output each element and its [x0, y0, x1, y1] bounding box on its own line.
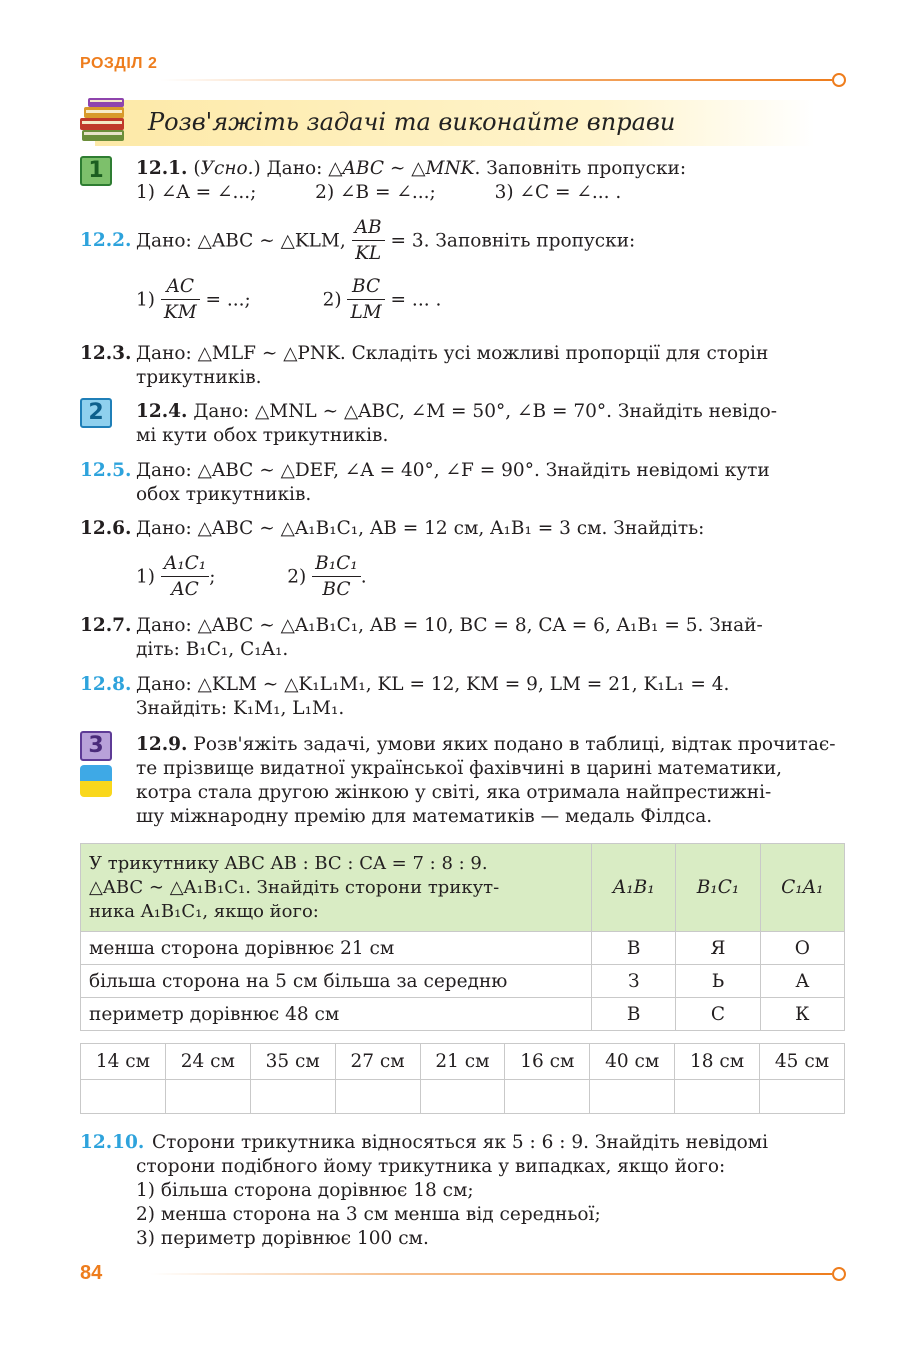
column-header: C₁A₁: [760, 844, 844, 932]
text: (: [187, 158, 201, 179]
answer-letter-slot: [675, 1080, 760, 1114]
denominator: KL: [355, 243, 382, 264]
ukraine-flag-icon: [80, 765, 112, 797]
answer-value: 35 см: [250, 1044, 335, 1080]
answer-letter-slot: [81, 1080, 166, 1114]
denominator: BC: [322, 579, 351, 600]
text: Дано: △ABC ∼ △KLM,: [136, 230, 352, 252]
text: 2): [287, 566, 313, 588]
table-cell: С: [676, 998, 760, 1031]
table-row: [81, 1044, 845, 1080]
answer-value: 45 см: [760, 1044, 845, 1080]
exercise-line: трикутників.: [136, 367, 262, 388]
exercise-number: 12.3.: [80, 343, 132, 364]
exercise-12-1: [136, 157, 686, 205]
exercise-line: Дано: △ABC ∼ △A₁B₁C₁, AB = 10, BC = 8, CA = 6, A₁B₁ = 5. Знай-: [136, 615, 763, 636]
answer-letter-slot: [420, 1080, 505, 1114]
text: Дано: △MNL ∼ △ABC, ∠M = 50°, ∠B = 70°. Знайдіть невідо-: [193, 401, 777, 422]
answer-value: 16 см: [505, 1044, 590, 1080]
text: ника A₁B₁C₁, якщо його:: [89, 900, 319, 922]
text: ) Дано: △: [253, 158, 343, 179]
answer-value: 27 см: [335, 1044, 420, 1080]
answer-value: 18 см: [675, 1044, 760, 1080]
exercise-number: 12.9.: [136, 734, 188, 755]
exercise-12-2: [136, 216, 635, 267]
section-label: РОЗДІЛ 2: [80, 55, 158, 72]
text: . Заповніть пропуски:: [474, 158, 687, 179]
text: .: [360, 566, 367, 588]
text: 2): [322, 289, 348, 311]
exercise-12-6: Дано: △ABC ∼ △A₁B₁C₁, AB = 12 см, A₁B₁ = 3 см. Знайдіть:: [136, 518, 705, 539]
text: Розв'яжіть задачі, умови яких подано в таблиці, відтак прочитає-: [193, 734, 836, 755]
table-header-condition: [81, 844, 592, 932]
table-cell: Ь: [676, 965, 760, 998]
level-2-marker: 2: [80, 398, 112, 428]
answer-value: 24 см: [165, 1044, 250, 1080]
exercise-12-6-items: [136, 552, 367, 603]
answer-letter-slot: [505, 1080, 590, 1114]
numerator: AC: [161, 275, 200, 300]
page-number: 84: [80, 1262, 103, 1284]
text: MNK: [425, 158, 475, 179]
row-label: периметр дорівнює 48 см: [81, 998, 592, 1031]
row-label: менша сторона дорівнює 21 см: [81, 932, 592, 965]
exercise-12-10: [152, 1131, 768, 1155]
answer-letter-slot: [590, 1080, 675, 1114]
exercise-number: 12.4.: [136, 401, 188, 422]
table-cell: В: [592, 998, 676, 1031]
exercise-line: Сторони трикутника відносяться як 5 : 6 : 9. Знайдіть невідомі: [152, 1132, 769, 1153]
exercise-line: 2) менша сторона на 3 см менша від середньої;: [136, 1204, 601, 1225]
exercise-line: обох трикутників.: [136, 484, 312, 505]
text: ∼ △: [384, 158, 426, 179]
exercise-line: Дано: △MLF ∼ △PNK. Складіть усі можливі пропорції для сторін: [136, 343, 769, 364]
exercise-number: 12.1.: [136, 158, 188, 179]
exercise-line: Знайдіть: K₁M₁, L₁M₁.: [136, 698, 345, 719]
table-cell: Я: [676, 932, 760, 965]
answers-table: [80, 1043, 845, 1114]
answer-letter-slot: [335, 1080, 420, 1114]
exercise-line: 3) периметр дорівнює 100 см.: [136, 1228, 429, 1249]
header-rule: [160, 79, 832, 81]
denominator: LM: [350, 302, 382, 323]
text: = 3. Заповніть пропуски:: [384, 230, 636, 252]
table-row: [81, 998, 845, 1031]
text: У трикутнику ABC AB : BC : CA = 7 : 8 : 9.: [89, 852, 488, 874]
answer-value: 40 см: [590, 1044, 675, 1080]
exercise-line: шу міжнародну премію для математиків — медаль Філдса.: [136, 806, 713, 827]
exercise-line: 1) ∠A = ∠...; 2) ∠B = ∠...; 3) ∠C = ∠... .: [136, 182, 622, 203]
table-row-empty: [81, 1080, 845, 1114]
answer-letter-slot: [250, 1080, 335, 1114]
exercise-12-4: [136, 400, 777, 448]
banner-title: Розв'яжіть задачі та виконайте вправи: [148, 108, 676, 136]
text: 1): [136, 289, 161, 311]
answer-value: 14 см: [81, 1044, 166, 1080]
numerator: BC: [347, 275, 384, 300]
exercise-12-2-items: [136, 275, 441, 326]
denominator: AC: [171, 579, 199, 600]
footer-rule: [150, 1273, 832, 1275]
text: = ... .: [384, 289, 442, 311]
exercise-line: котра стала другою жінкою у світі, яка отримала найпрестижні-: [136, 782, 772, 803]
exercise-number: 12.10.: [80, 1132, 145, 1153]
books-icon: [78, 94, 130, 146]
text: 1): [136, 566, 161, 588]
column-header: A₁B₁: [592, 844, 676, 932]
exercise-line: те прізвище видатної української фахівчині в царині математики,: [136, 758, 783, 779]
exercise-12-10-body: [136, 1155, 725, 1251]
exercise-line: діть: B₁C₁, C₁A₁.: [136, 639, 289, 660]
text: = ...;: [199, 289, 251, 311]
exercise-12-3: [136, 342, 768, 390]
table-row: [81, 932, 845, 965]
exercise-12-7: [136, 614, 763, 662]
fraction: [161, 275, 200, 326]
level-3-marker: 3: [80, 731, 112, 761]
exercise-12-8: [136, 673, 729, 721]
exercise-12-9: [136, 733, 836, 829]
exercise-line: Дано: △KLM ∼ △K₁L₁M₁, KL = 12, KM = 9, LM = 21, K₁L₁ = 4.: [136, 674, 730, 695]
answer-value: 21 см: [420, 1044, 505, 1080]
text: Усно.: [200, 158, 254, 179]
column-header: B₁C₁: [676, 844, 760, 932]
exercise-number: 12.6.: [80, 518, 132, 539]
exercise-number: 12.7.: [80, 615, 132, 636]
footer-rule-end: [832, 1267, 846, 1281]
table-cell: К: [760, 998, 844, 1031]
answer-letter-slot: [165, 1080, 250, 1114]
table-cell: В: [592, 932, 676, 965]
text: △ABC ∼ △A₁B₁C₁. Знайдіть сторони трикут-: [89, 876, 500, 898]
denominator: KM: [163, 302, 197, 323]
exercise-line: мі кути обох трикутників.: [136, 425, 389, 446]
text: ;: [209, 566, 216, 588]
numerator: AB: [352, 216, 385, 241]
fraction: [352, 216, 385, 267]
table-cell: З: [592, 965, 676, 998]
header-rule-end: [832, 73, 846, 87]
exercise-line: сторони подібного йому трикутника у випадках, якщо його:: [136, 1156, 726, 1177]
exercise-number: 12.2.: [80, 230, 132, 251]
text: ABC: [342, 158, 384, 179]
table-cell: А: [760, 965, 844, 998]
table-cell: О: [760, 932, 844, 965]
exercise-line: Дано: △ABC ∼ △DEF, ∠A = 40°, ∠F = 90°. Знайдіть невідомі кути: [136, 460, 770, 481]
exercise-line: 1) більша сторона дорівнює 18 см;: [136, 1180, 474, 1201]
exercise-12-5: [136, 459, 770, 507]
level-1-marker: 1: [80, 156, 112, 186]
answer-letter-slot: [760, 1080, 845, 1114]
fraction: [312, 552, 361, 603]
fraction: [347, 275, 384, 326]
row-label: більша сторона на 5 см більша за середню: [81, 965, 592, 998]
table-row: [81, 965, 845, 998]
exercise-number: 12.5.: [80, 460, 132, 481]
fraction: [161, 552, 209, 603]
numerator: A₁C₁: [161, 552, 209, 577]
tasks-table: [80, 843, 845, 1031]
numerator: B₁C₁: [312, 552, 361, 577]
exercise-number: 12.8.: [80, 674, 132, 695]
